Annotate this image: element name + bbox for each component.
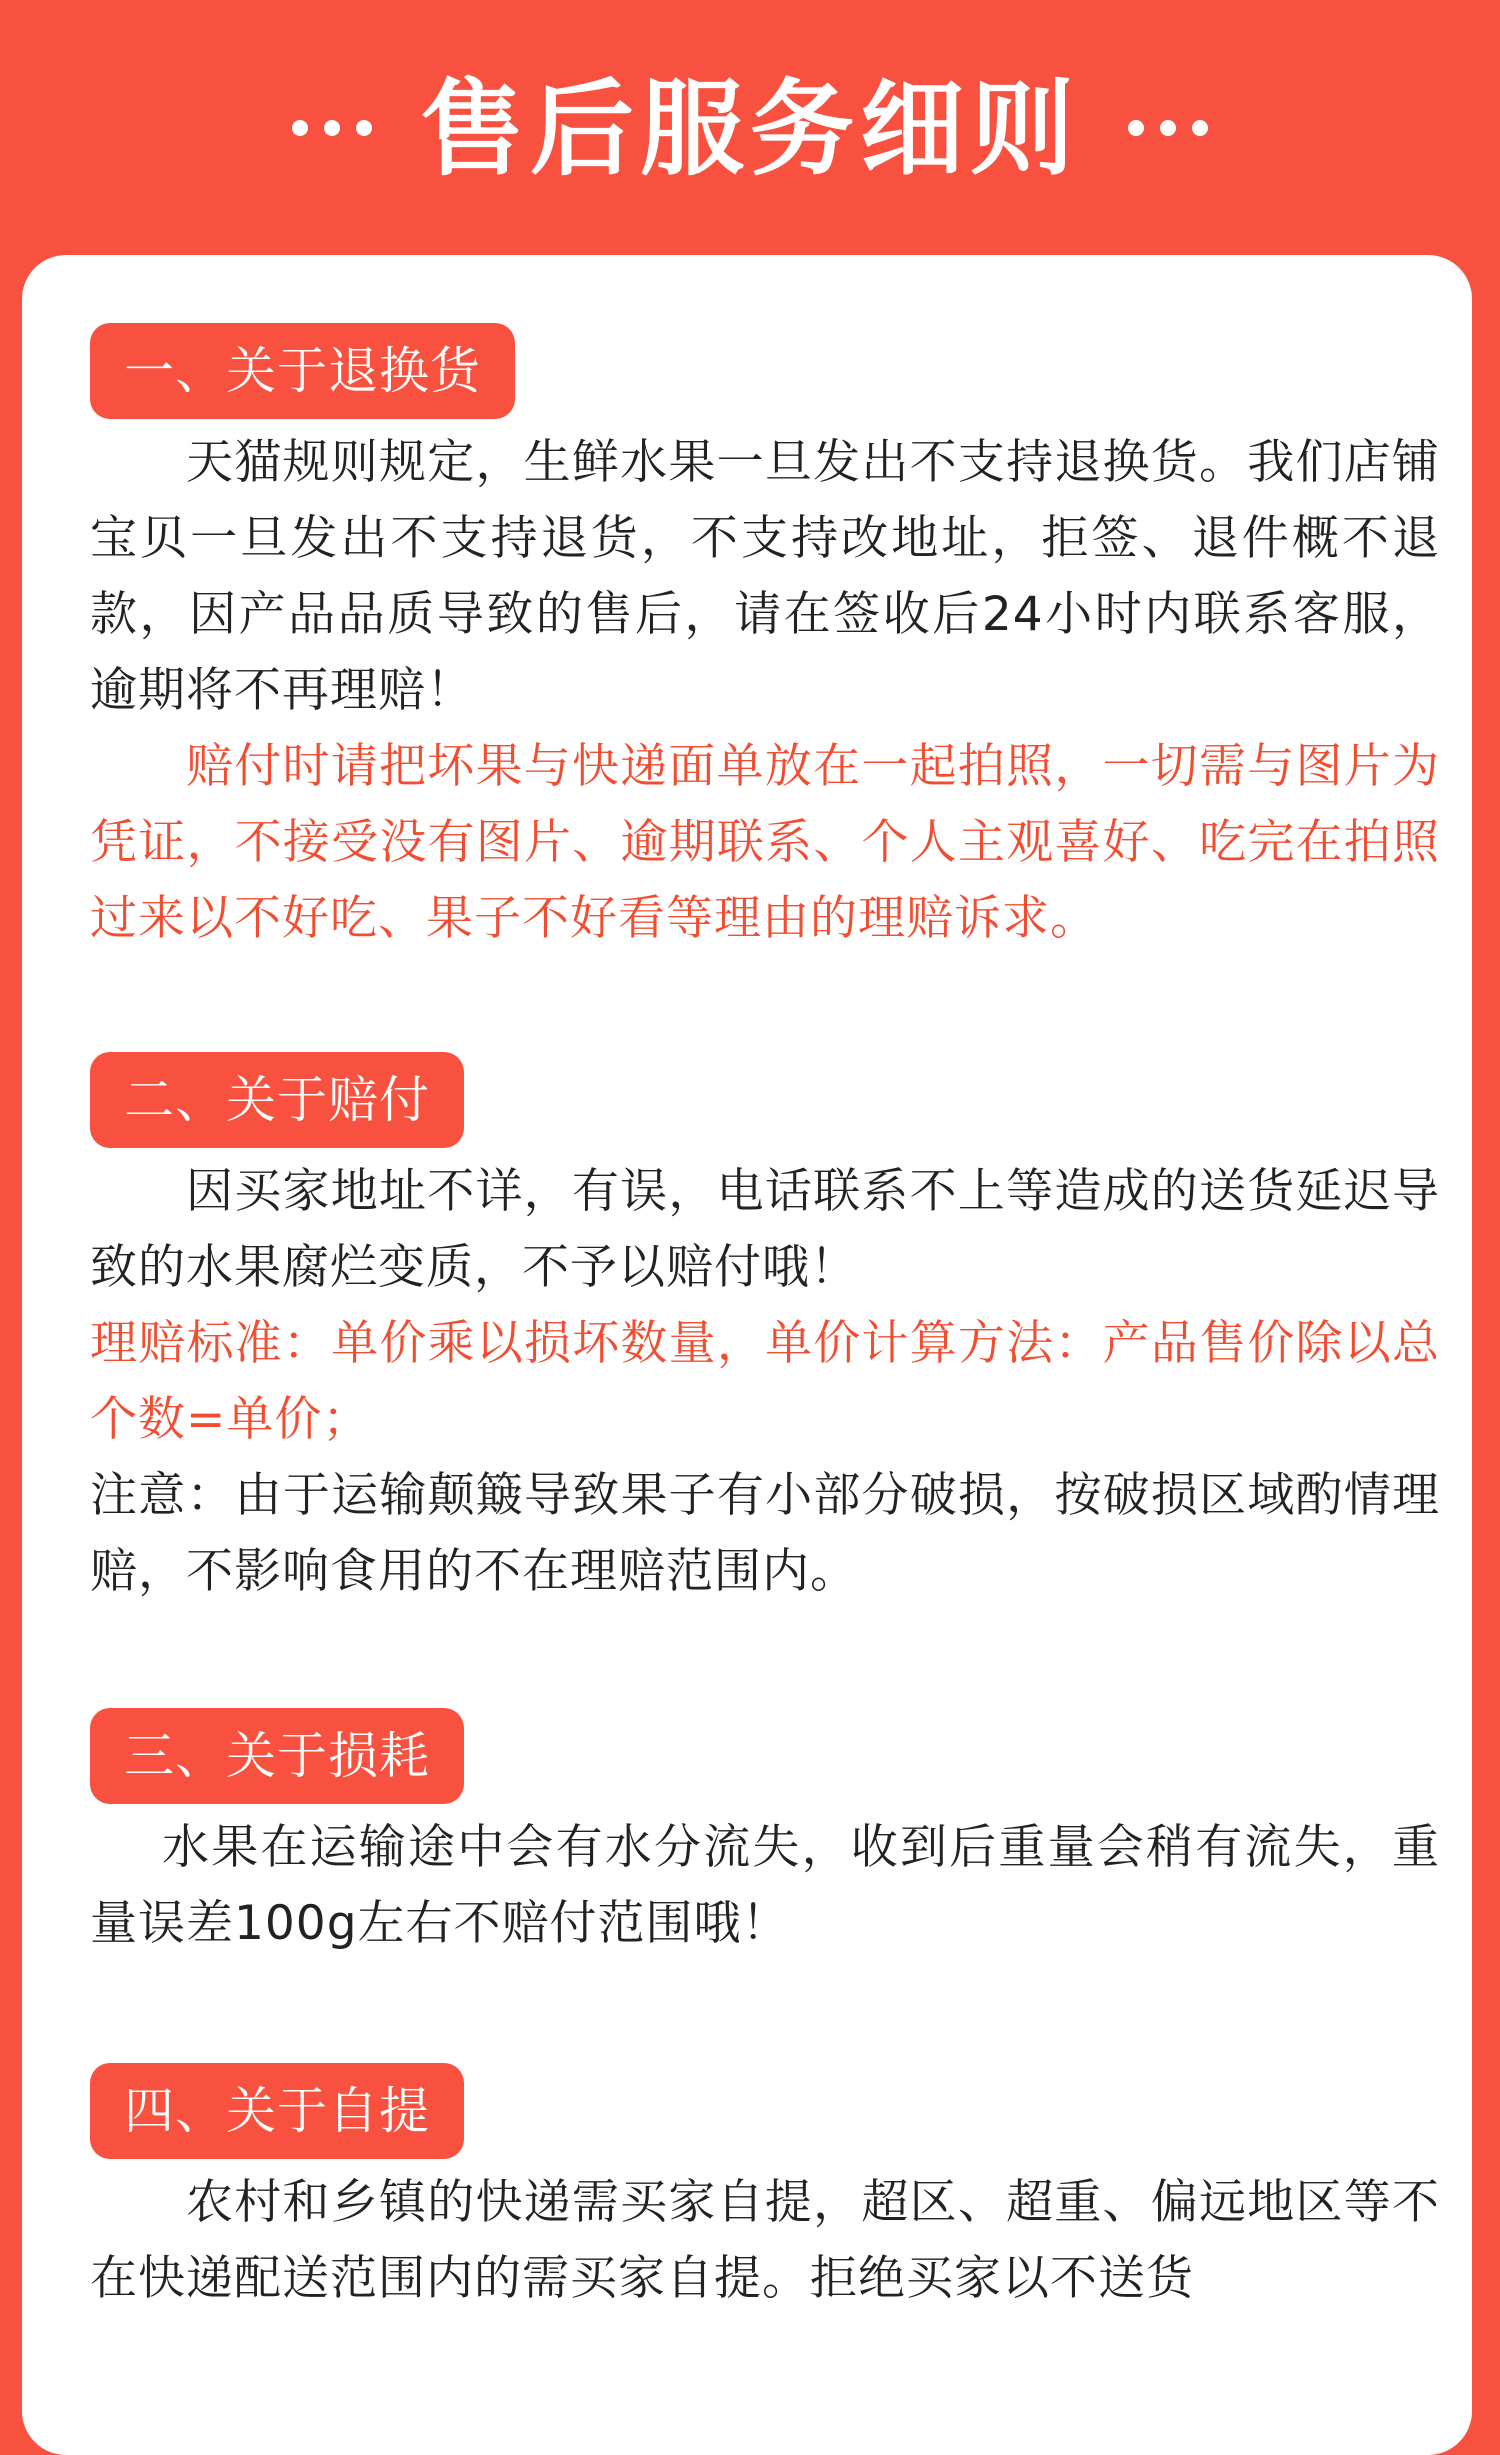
section-heading: 二、关于赔付 [90,1052,464,1148]
left-dots-decoration [292,120,372,136]
section-heading: 一、关于退换货 [90,323,515,419]
dot [292,120,308,136]
dot [356,120,372,136]
right-dots-decoration [1128,120,1208,136]
content-card [22,255,1472,2455]
dot [1192,120,1208,136]
section-paragraph-note: 注意：由于运输颠簸导致果子有小部分破损，按破损区域酌情理赔，不影响食用的不在理赔范围内。 [90,1468,1440,1599]
header-banner [0,0,1500,255]
dot [1128,120,1144,136]
page-title: 售后服务细则 [419,67,1080,190]
section-paragraph: 农村和乡镇的快递需买家自提，超区、超重、偏远地区等不在快递配送范围内的需买家自提。拒绝买家以不送货 [90,2175,1440,2306]
section-paragraph: 水果在运输途中会有水分流失，收到后重量会稍有流失，重量误差100g左右不赔付范围哦！ [90,1820,1440,1951]
section-loss [90,1708,1440,1962]
dot [1160,120,1176,136]
dot [324,120,340,136]
section-pickup [90,2063,1440,2317]
section-paragraph: 天猫规则规定，生鲜水果一旦发出不支持退换货。我们店铺宝贝一旦发出不支持退货，不支持改地址，拒签、退件概不退款，因产品品质导致的售后，请在签收后24小时内联系客服，逾期将不再理赔！ [90,435,1440,718]
section-heading: 四、关于自提 [90,2063,464,2159]
section-returns [90,323,1440,957]
section-paragraph: 因买家地址不详，有误，电话联系不上等造成的送货延迟导致的水果腐烂变质，不予以赔付哦！ [90,1164,1440,1295]
section-heading: 三、关于损耗 [90,1708,464,1804]
section-paragraph-highlight: 赔付时请把坏果与快递面单放在一起拍照，一切需与图片为凭证，不接受没有图片、逾期联系、个人主观喜好、吃完在拍照过来以不好吃、果子不好看等理由的理赔诉求。 [90,739,1440,946]
section-paragraph-highlight: 理赔标准：单价乘以损坏数量，单价计算方法：产品售价除以总个数=单价； [90,1316,1440,1447]
section-compensation [90,1052,1440,1610]
